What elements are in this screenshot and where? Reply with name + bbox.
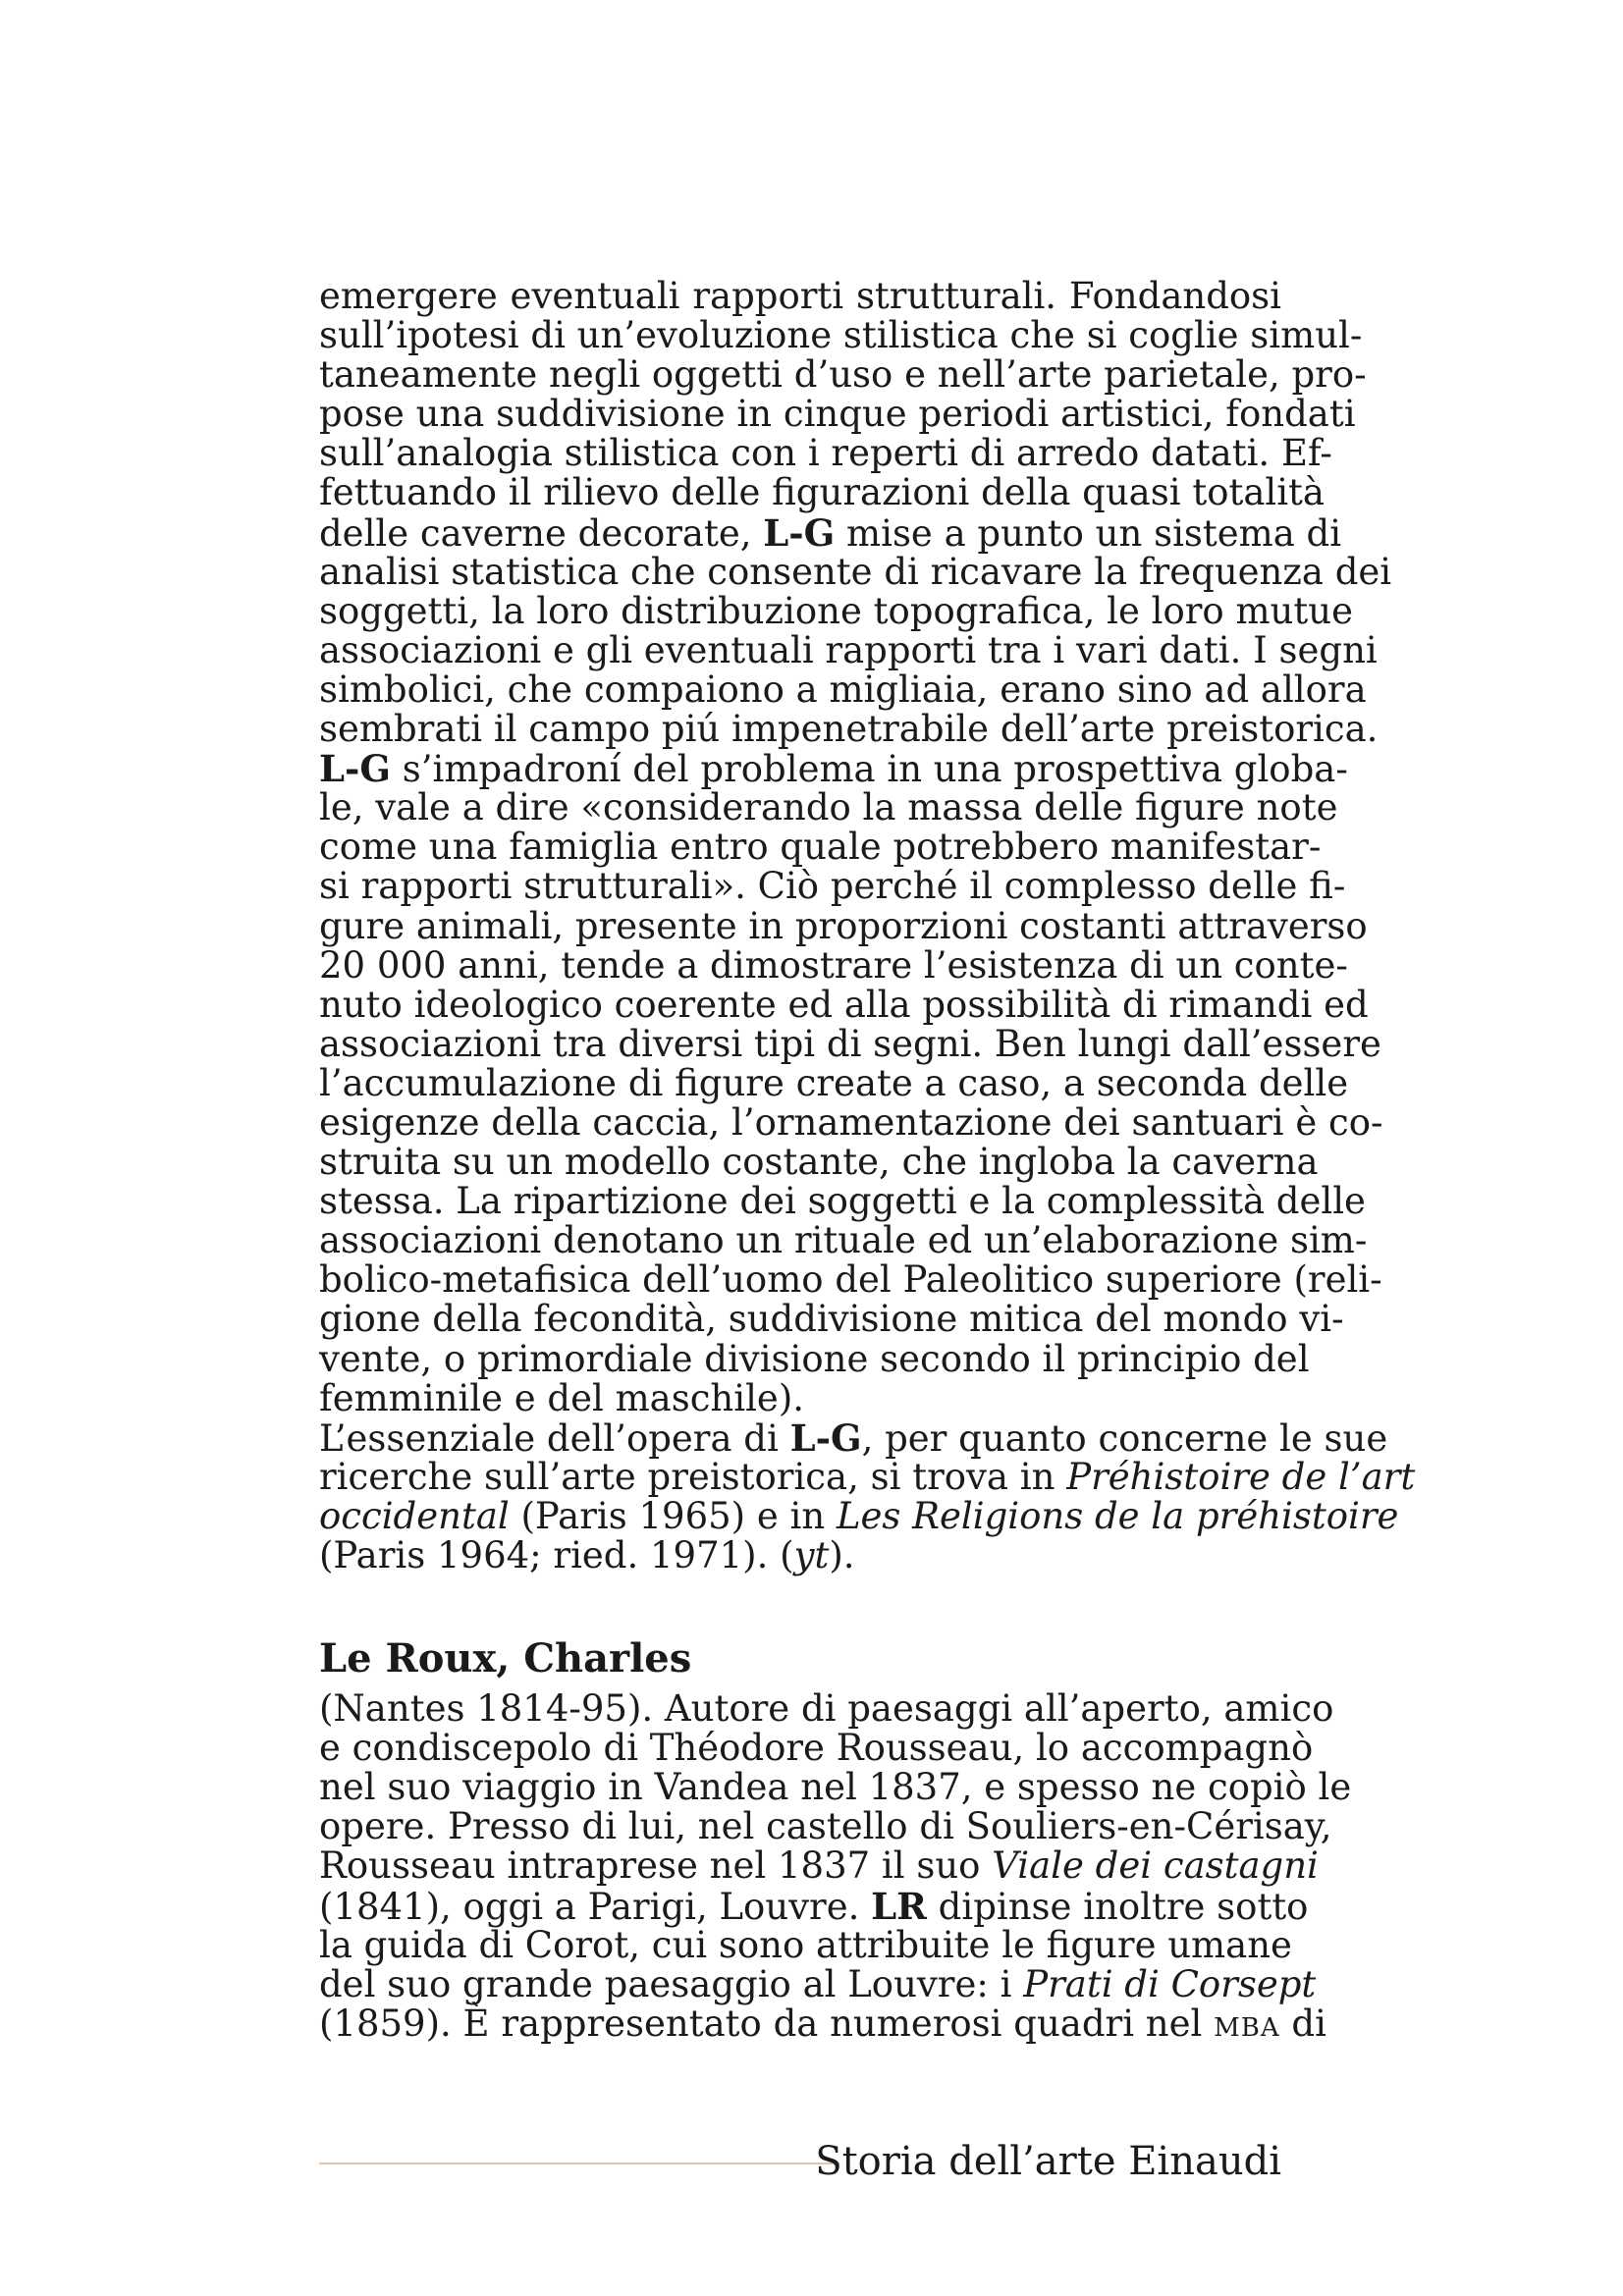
footer-rule [319,2163,839,2164]
text-line: soggetti, la loro distribuzione topografica, le loro mutue [319,589,1353,632]
text-line: opere. Presso di lui, nel castello di Souliers-en-Cérisay, [319,1805,1332,1848]
text-line: associazioni e gli eventuali rapporti tra i vari dati. I segni [319,628,1378,671]
text-line: ricerche sull’arte preistorica, si trova in Préhistoire de l’art [319,1455,1416,1498]
text-line: gione della fecondità, suddivisione mitica del mondo vi- [319,1298,1344,1341]
text-line: struita su un modello costante, che ingloba la caverna [319,1141,1319,1184]
italic-title: Prati di Corsept [1023,1962,1317,2005]
text-column [319,275,1416,2045]
text-line: (Paris 1964; ried. 1971). (yt). [319,1534,855,1576]
text-line: fettuando il rilievo delle figurazioni della quasi totalità [319,471,1325,514]
text-line: bolico-metafisica dell’uomo del Paleolitico superiore (reli- [319,1258,1382,1302]
text-line: nuto ideologico coerente ed alla possibilità di rimandi ed [319,983,1369,1026]
text-line: L-G s’impadroní del problema in una prospettiva globa- [319,747,1348,791]
text-line: le, vale a dire «considerando la massa delle figure note [319,786,1338,829]
text-line: sull’analogia stilistica con i reperti di arredo datati. Ef- [319,432,1332,475]
text-line: pose una suddivisione in cinque periodi artistici, fondati [319,393,1356,436]
text-line: e condiscepolo di Théodore Rousseau, lo accompagnò [319,1727,1314,1770]
text-line: femminile e del maschile). [319,1376,805,1419]
text-line: delle caverne decorate, L-G mise a punto un sistema di [319,510,1342,555]
text-line: Rousseau intraprese nel 1837 il suo Viale dei castagni [319,1844,1319,1888]
text-line: emergere eventuali rapporti strutturali. Fondandosi [319,275,1281,317]
text-line: del suo grande paesaggio al Louvre: i Prati di Corsept [319,1962,1317,2005]
italic-title: yt [793,1534,830,1576]
text-line: si rapporti strutturali». Ciò perché il complesso delle fi- [319,865,1346,908]
text-line: la guida di Corot, cui sono attribuite le figure umane [319,1923,1292,1966]
text-line: esigenze della caccia, l’ornamentazione dei santuari è co- [319,1100,1383,1144]
text-line: come una famiglia entro quale potrebbero manifestar- [319,826,1322,869]
italic-title: Les Religions de la préhistoire [836,1494,1399,1537]
bold-abbreviation: LR [871,1884,927,1928]
bold-abbreviation: L-G [319,747,391,791]
text-line: 20 000 anni, tende a dimostrare l’esistenza di un conte- [319,943,1348,987]
text-line: (1859). È rappresentato da numerosi quadri nel mba di [319,2002,1326,2045]
text-line: (Nantes 1814-95). Autore di paesaggi all’aperto, amico [319,1687,1334,1731]
footer-series-title: Storia dell’arte Einaudi [815,2139,1281,2184]
bold-abbreviation: L-G [789,1415,862,1460]
text-line: gure animali, presente in proporzioni costanti attraverso [319,904,1368,947]
text-line: stessa. La ripartizione dei soggetti e la complessità delle [319,1180,1366,1223]
entry-title-le-roux: Le Roux, Charles [319,1635,692,1682]
text-line: (1841), oggi a Parigi, Louvre. LR dipinse inoltre sotto [319,1884,1309,1928]
text-line: associazioni tra diversi tipi di segni. Ben lungi dall’essere [319,1022,1381,1065]
italic-title: occidental [319,1494,510,1537]
text-line: l’accumulazione di figure create a caso, a seconda delle [319,1061,1349,1104]
text-line: analisi statistica che consente di ricavare la frequenza dei [319,550,1392,593]
entry-gap [319,1575,1281,1636]
italic-title: Viale dei castagni [992,1844,1319,1888]
text-line: sembrati il campo piú impenetrabile dell’arte preistorica. [319,708,1379,751]
text-line: vente, o primordiale divisione secondo il principio del [319,1337,1310,1380]
text-line: sull’ipotesi di un’evoluzione stilistica che si coglie simul- [319,314,1363,357]
bold-abbreviation: L-G [763,510,836,555]
entry-lg [319,275,1416,1576]
text-line: simbolici, che compaiono a migliaia, erano sino ad allora [319,667,1367,711]
text-line: associazioni denotano un rituale ed un’elaborazione sim- [319,1219,1368,1262]
text-line: nel suo viaggio in Vandea nel 1837, e spesso ne copiò le [319,1766,1352,1809]
italic-title: Préhistoire de l’art [1066,1455,1416,1498]
text-line: occidental (Paris 1965) e in Les Religions de la préhistoire [319,1494,1399,1537]
text-line: L’essenziale dell’opera di L-G, per quanto concerne le sue [319,1415,1388,1460]
text-line: taneamente negli oggetti d’uso e nell’arte parietale, pro- [319,353,1367,397]
entry-le-roux [319,1687,1352,2045]
small-caps-abbreviation: mba [1214,2002,1280,2045]
